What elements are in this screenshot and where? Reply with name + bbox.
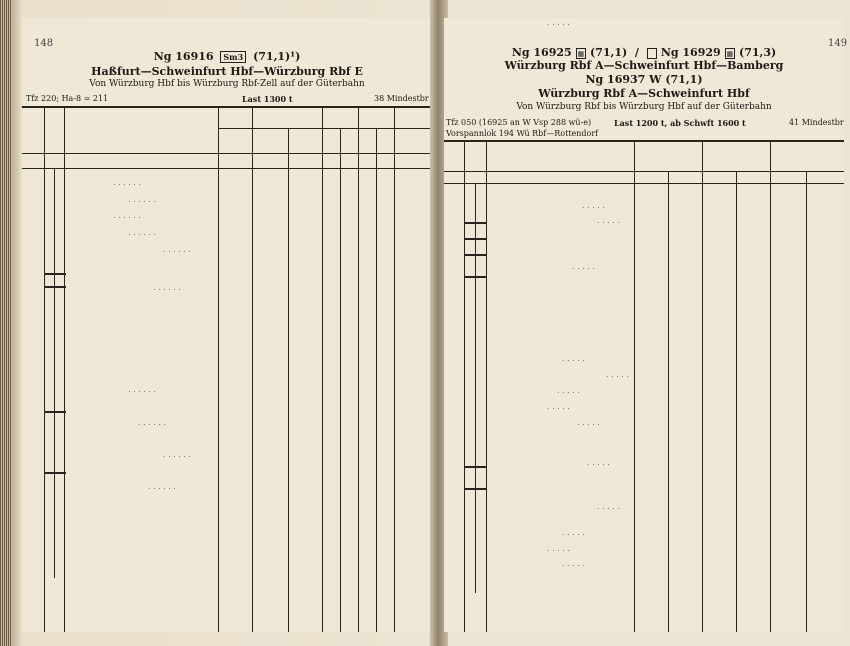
leader-dots: . . . . . xyxy=(547,544,570,553)
rule-line xyxy=(340,128,341,632)
leader-dots: . . . . . . xyxy=(163,450,191,459)
rule-line xyxy=(218,106,219,632)
route-note: Von Würzburg Hbf bis Würzburg Rbf-Zell auf der Güterbahn xyxy=(89,79,365,89)
route-title-2: Würzburg Rbf A—Schweinfurt Hbf xyxy=(538,87,750,100)
left-page xyxy=(22,18,432,632)
leader-dots: . . . . . . xyxy=(113,178,141,187)
leader-dots: . . . . . . xyxy=(138,418,166,427)
route-title: Haßfurt—Schweinfurt Hbf—Würzburg Rbf E xyxy=(91,65,363,78)
rule-line xyxy=(486,140,487,632)
leader-dots: . . . . . . xyxy=(153,283,181,292)
speed-limit xyxy=(44,472,66,474)
rule-line xyxy=(444,171,844,172)
load-info: Last 1200 t, ab Schwft 1600 t xyxy=(614,118,746,128)
leader-dots: . . . . . xyxy=(597,502,620,511)
rule-line xyxy=(806,171,807,632)
rule-line xyxy=(322,106,323,632)
rule-line xyxy=(22,153,432,154)
rule-line xyxy=(44,106,45,632)
rule-line xyxy=(736,171,737,632)
rule-line xyxy=(770,140,771,632)
leader-dots: . . . . . xyxy=(582,201,605,210)
rule-line xyxy=(54,168,55,578)
rule-line xyxy=(394,106,395,632)
leader-dots: . . . . . xyxy=(572,262,595,271)
leader-dots: . . . . . xyxy=(606,370,629,379)
leader-dots: . . . . . xyxy=(557,386,580,395)
leader-dots: . . . . . . xyxy=(128,385,156,394)
right-page xyxy=(444,18,848,632)
leader-dots: . . . . . . xyxy=(113,211,141,220)
train-title-2: Ng 16937 W (71,1) xyxy=(585,73,703,86)
speed-limit xyxy=(44,411,66,413)
rule-line xyxy=(634,140,635,632)
title-box: Sm3 xyxy=(220,51,246,63)
page-number: 148 xyxy=(34,38,54,49)
rule-line xyxy=(218,128,432,129)
min-brake-info: 38 Mindestbr xyxy=(374,94,429,103)
rule-line xyxy=(702,140,703,632)
leader-dots: . . . . . . xyxy=(163,245,191,254)
leader-dots: . . . . . xyxy=(562,559,585,568)
rule-line xyxy=(376,128,377,632)
route-note: Von Würzburg Rbf bis Würzburg Hbf auf der Güterbahn xyxy=(516,102,772,112)
rule-line xyxy=(464,140,465,632)
leader-dots: . . . . . . xyxy=(128,195,156,204)
leader-dots: . . . . . xyxy=(597,216,620,225)
leader-dots: . . . . . . xyxy=(128,228,156,237)
page-number: 149 xyxy=(828,38,848,49)
load-info: Last 1300 t xyxy=(242,94,293,104)
tfz-info: Tfz 220; Ha-8 = 211 xyxy=(26,94,109,103)
rule-line xyxy=(22,106,432,108)
speed-limit xyxy=(44,286,66,288)
leader-dots: . . . . . xyxy=(547,18,570,27)
rule-line xyxy=(668,171,669,632)
leader-dots: . . . . . xyxy=(587,458,610,467)
route-title: Würzburg Rbf A—Schweinfurt Hbf—Bamberg xyxy=(504,59,784,72)
rule-line xyxy=(444,183,844,184)
page-edges xyxy=(0,0,12,646)
leader-dots: . . . . . xyxy=(562,528,585,537)
train-title: Ng 16916 Sm3 (71,1)¹) xyxy=(153,50,301,63)
rule-line xyxy=(252,106,253,632)
rule-line xyxy=(475,183,476,593)
min-brake-info: 41 Mindestbr xyxy=(789,118,844,127)
leader-dots: . . . . . xyxy=(562,354,585,363)
leader-dots: . . . . . xyxy=(547,402,570,411)
rule-line xyxy=(288,128,289,632)
leader-dots: . . . . . xyxy=(577,418,600,427)
tfz-info: Tfz 050 (16925 an W Vsp 288 wü-e) xyxy=(446,118,592,127)
vorspann-info: Vorspannlok 194 Wü Rbf—Rottendorf xyxy=(446,129,599,138)
rule-line xyxy=(22,168,432,169)
rule-line xyxy=(358,106,359,632)
rule-line xyxy=(444,140,844,142)
leader-dots: . . . . . . xyxy=(148,482,176,491)
rule-line xyxy=(64,106,65,632)
train-title: Ng 16925 ▦ (71,1) / Ng 16929 ▦ (71,3) xyxy=(511,46,777,59)
speed-limit xyxy=(44,273,66,275)
